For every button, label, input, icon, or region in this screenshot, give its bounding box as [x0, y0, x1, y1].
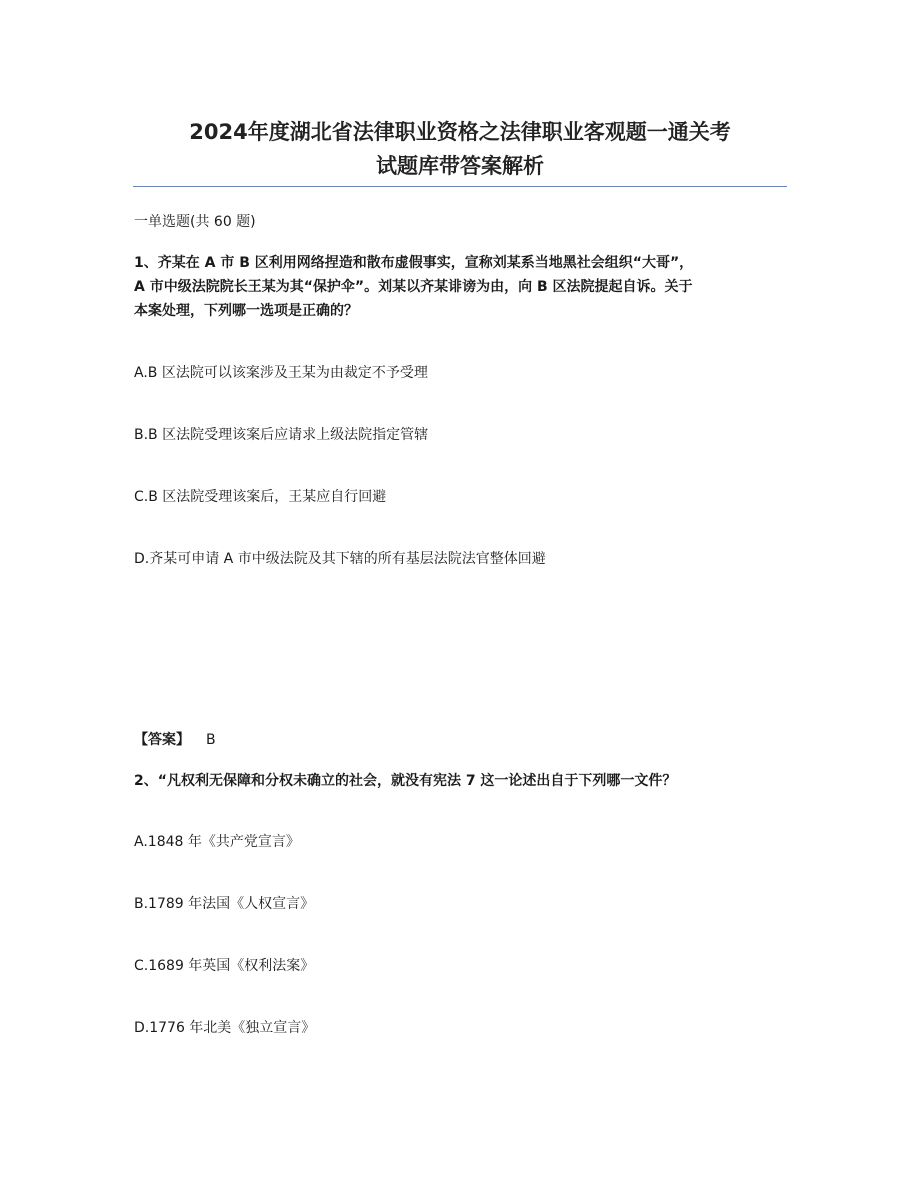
- question-2-option-c: C.1689 年英国《权利法案》: [134, 958, 315, 974]
- question-1-stem-line-2: A 市中级法院院长王某为其“保护伞”。刘某以齐某诽谤为由，向 B 区法院提起自诉。关于: [134, 279, 693, 295]
- question-2-option-b: B.1789 年法国《人权宣言》: [134, 896, 315, 912]
- title-divider: [133, 186, 787, 187]
- document-title-line-2: 试题库带答案解析: [376, 154, 544, 178]
- question-2-option-d: D.1776 年北美《独立宣言》: [134, 1020, 316, 1036]
- question-1-answer: [134, 730, 216, 750]
- answer-value: B: [206, 732, 216, 748]
- question-1-option-d: D.齐某可申请 A 市中级法院及其下辖的所有基层法院法官整体回避: [134, 551, 546, 567]
- question-1-stem-line-1: 1、齐某在 A 市 B 区利用网络捏造和散布虚假事实，宣称刘某系当地黑社会组织“大哥”，: [134, 255, 694, 271]
- question-2-stem: 2、“凡权利无保障和分权未确立的社会，就没有宪法 7 这一论述出自于下列哪一文件？: [134, 773, 677, 789]
- question-1-option-b: B.B 区法院受理该案后应请求上级法院指定管辖: [134, 427, 429, 443]
- answer-label: 【答案】: [134, 732, 190, 748]
- question-1-stem-line-3: 本案处理，下列哪一选项是正确的？: [134, 303, 358, 319]
- question-1-option-c: C.B 区法院受理该案后，王某应自行回避: [134, 489, 387, 505]
- question-1-option-a: A.B 区法院可以该案涉及王某为由裁定不予受理: [134, 365, 428, 381]
- document-title-line-1: 2024年度湖北省法律职业资格之法律职业客观题一通关考: [189, 120, 731, 144]
- question-2-option-a: A.1848 年《共产党宣言》: [134, 834, 300, 850]
- section-heading: 一单选题(共 60 题): [134, 214, 256, 230]
